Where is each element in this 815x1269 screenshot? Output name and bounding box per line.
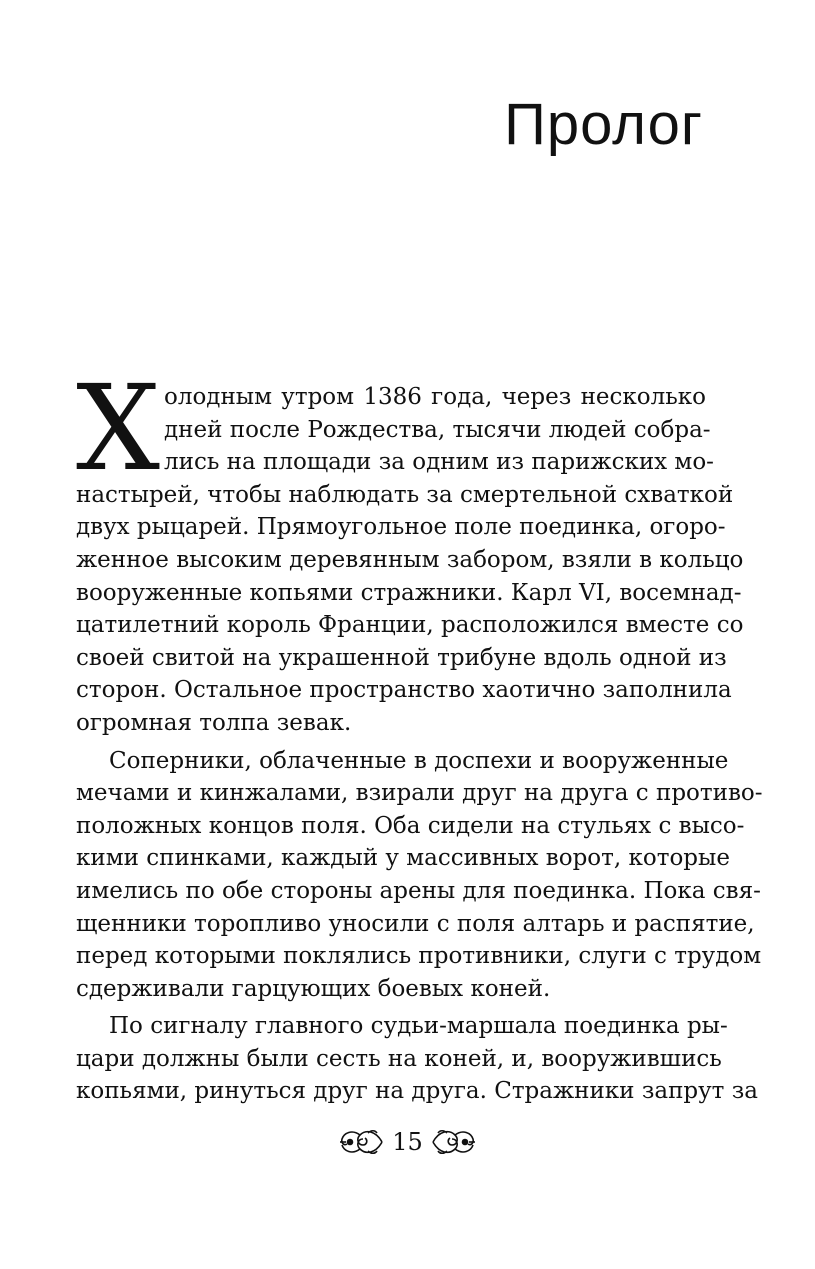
text-line: женное высоким деревянным забором, взяли в кольцо xyxy=(76,546,744,573)
text-line: цатилетний король Франции, расположился вместе со xyxy=(76,612,744,639)
text-line: своей свитой на украшенной трибуне вдоль одной из xyxy=(76,644,727,671)
drop-cap: Х xyxy=(76,359,161,497)
text-line: огромная толпа зевак. xyxy=(76,709,352,736)
text-line: лись на площади за одним из парижских мо- xyxy=(164,449,714,476)
text-line: копьями, ринуться друг на друга. Стражники запрут за xyxy=(76,1078,758,1105)
text-line: дней после Рождества, тысячи людей собра- xyxy=(164,416,711,443)
text-line: олодным утром 1386 года, через несколько xyxy=(164,384,706,410)
text-line: цари должны были сесть на коней, и, вооружившись xyxy=(76,1045,722,1072)
ornament-left-icon xyxy=(338,1125,384,1159)
text-line: сторон. Остальное пространство хаотично заполнила xyxy=(76,677,732,704)
text-line: щенники торопливо уносили с поля алтарь и распятие, xyxy=(76,910,755,937)
text-line: мечами и кинжалами, взирали друг на друга с противо- xyxy=(76,780,763,807)
text-line: Соперники, облаченные в доспехи и вооруженные xyxy=(109,747,729,774)
text-line: перед которыми поклялись противники, слуги с трудом xyxy=(76,943,762,970)
text-line: сдерживали гарцующих боевых коней. xyxy=(76,975,551,1002)
text-line: двух рыцарей. Прямоугольное поле поединка, огоро- xyxy=(76,514,726,541)
page-footer xyxy=(0,1125,815,1159)
text-line: кими спинками, каждый у массивных ворот, которые xyxy=(76,845,730,872)
text-line: имелись по обе стороны арены для поединка. Пока свя- xyxy=(76,877,761,904)
chapter-title: Пролог xyxy=(504,92,703,157)
page-number: 15 xyxy=(392,1128,423,1156)
text-line: настырей, чтобы наблюдать за смертельной схваткой xyxy=(76,481,734,508)
ornament-right-icon xyxy=(431,1125,477,1159)
text-line: По сигналу главного судьи-маршала поединка ры- xyxy=(109,1013,728,1040)
text-line: положных концов поля. Оба сидели на стульях с высо- xyxy=(76,812,745,839)
text-line: вооруженные копьями стражники. Карл VI, восемнад- xyxy=(76,579,742,606)
body-text xyxy=(76,381,763,1108)
